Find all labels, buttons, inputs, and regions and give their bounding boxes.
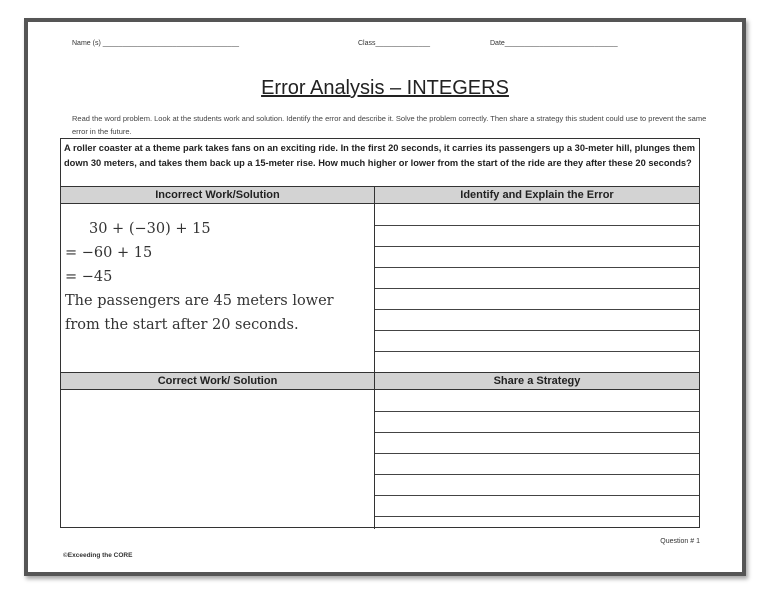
strategy-line[interactable] <box>375 516 699 517</box>
answer-line[interactable] <box>375 330 699 331</box>
strategy-line[interactable] <box>375 453 699 454</box>
work-line-5: from the start after 20 seconds. <box>65 317 299 333</box>
work-line-1: 30 + (−30) + 15 <box>89 221 211 237</box>
column-divider <box>374 187 375 529</box>
answer-line[interactable] <box>375 351 699 352</box>
work-line-4: The passengers are 45 meters lower <box>65 293 334 309</box>
copyright: ©Exceeding the CORE <box>63 552 133 559</box>
answer-line[interactable] <box>375 246 699 247</box>
strategy-header: Share a Strategy <box>375 373 699 390</box>
answer-line[interactable] <box>375 225 699 226</box>
strategy-line[interactable] <box>375 432 699 433</box>
worksheet <box>24 18 746 576</box>
worksheet-grid <box>60 138 700 528</box>
answer-line[interactable] <box>375 309 699 310</box>
identify-error-header: Identify and Explain the Error <box>375 187 699 204</box>
name-field[interactable]: Name (s) ___________________________________ <box>72 40 239 47</box>
strategy-line[interactable] <box>375 411 699 412</box>
word-problem: A roller coaster at a theme park takes fans on an exciting ride. In the first 20 seconds, it carries its passengers up a 30-meter hill, plunges them down 30 meters, and takes them back up a 15-meter rise. How much higher or lower from the start of the ride are they after these 20 seconds? <box>61 139 699 187</box>
incorrect-work-header: Incorrect Work/Solution <box>61 187 374 204</box>
date-field[interactable]: Date_____________________________ <box>490 40 618 47</box>
question-number: Question # 1 <box>660 538 700 545</box>
answer-line[interactable] <box>375 288 699 289</box>
answer-line[interactable] <box>375 267 699 268</box>
instructions: Read the word problem. Look at the students work and solution. Identify the error and describe it. Solve the problem correctly. Then share a strategy this student could use to prevent the same error in the future. <box>72 114 707 136</box>
strategy-line[interactable] <box>375 474 699 475</box>
worksheet-title: Error Analysis – INTEGERS <box>261 77 509 99</box>
strategy-line[interactable] <box>375 495 699 496</box>
class-field[interactable]: Class______________ <box>358 40 431 47</box>
correct-work-area[interactable] <box>61 390 374 527</box>
correct-work-header: Correct Work/ Solution <box>61 373 374 390</box>
work-line-2: = −60 + 15 <box>65 245 153 261</box>
work-line-3: = −45 <box>65 269 113 285</box>
